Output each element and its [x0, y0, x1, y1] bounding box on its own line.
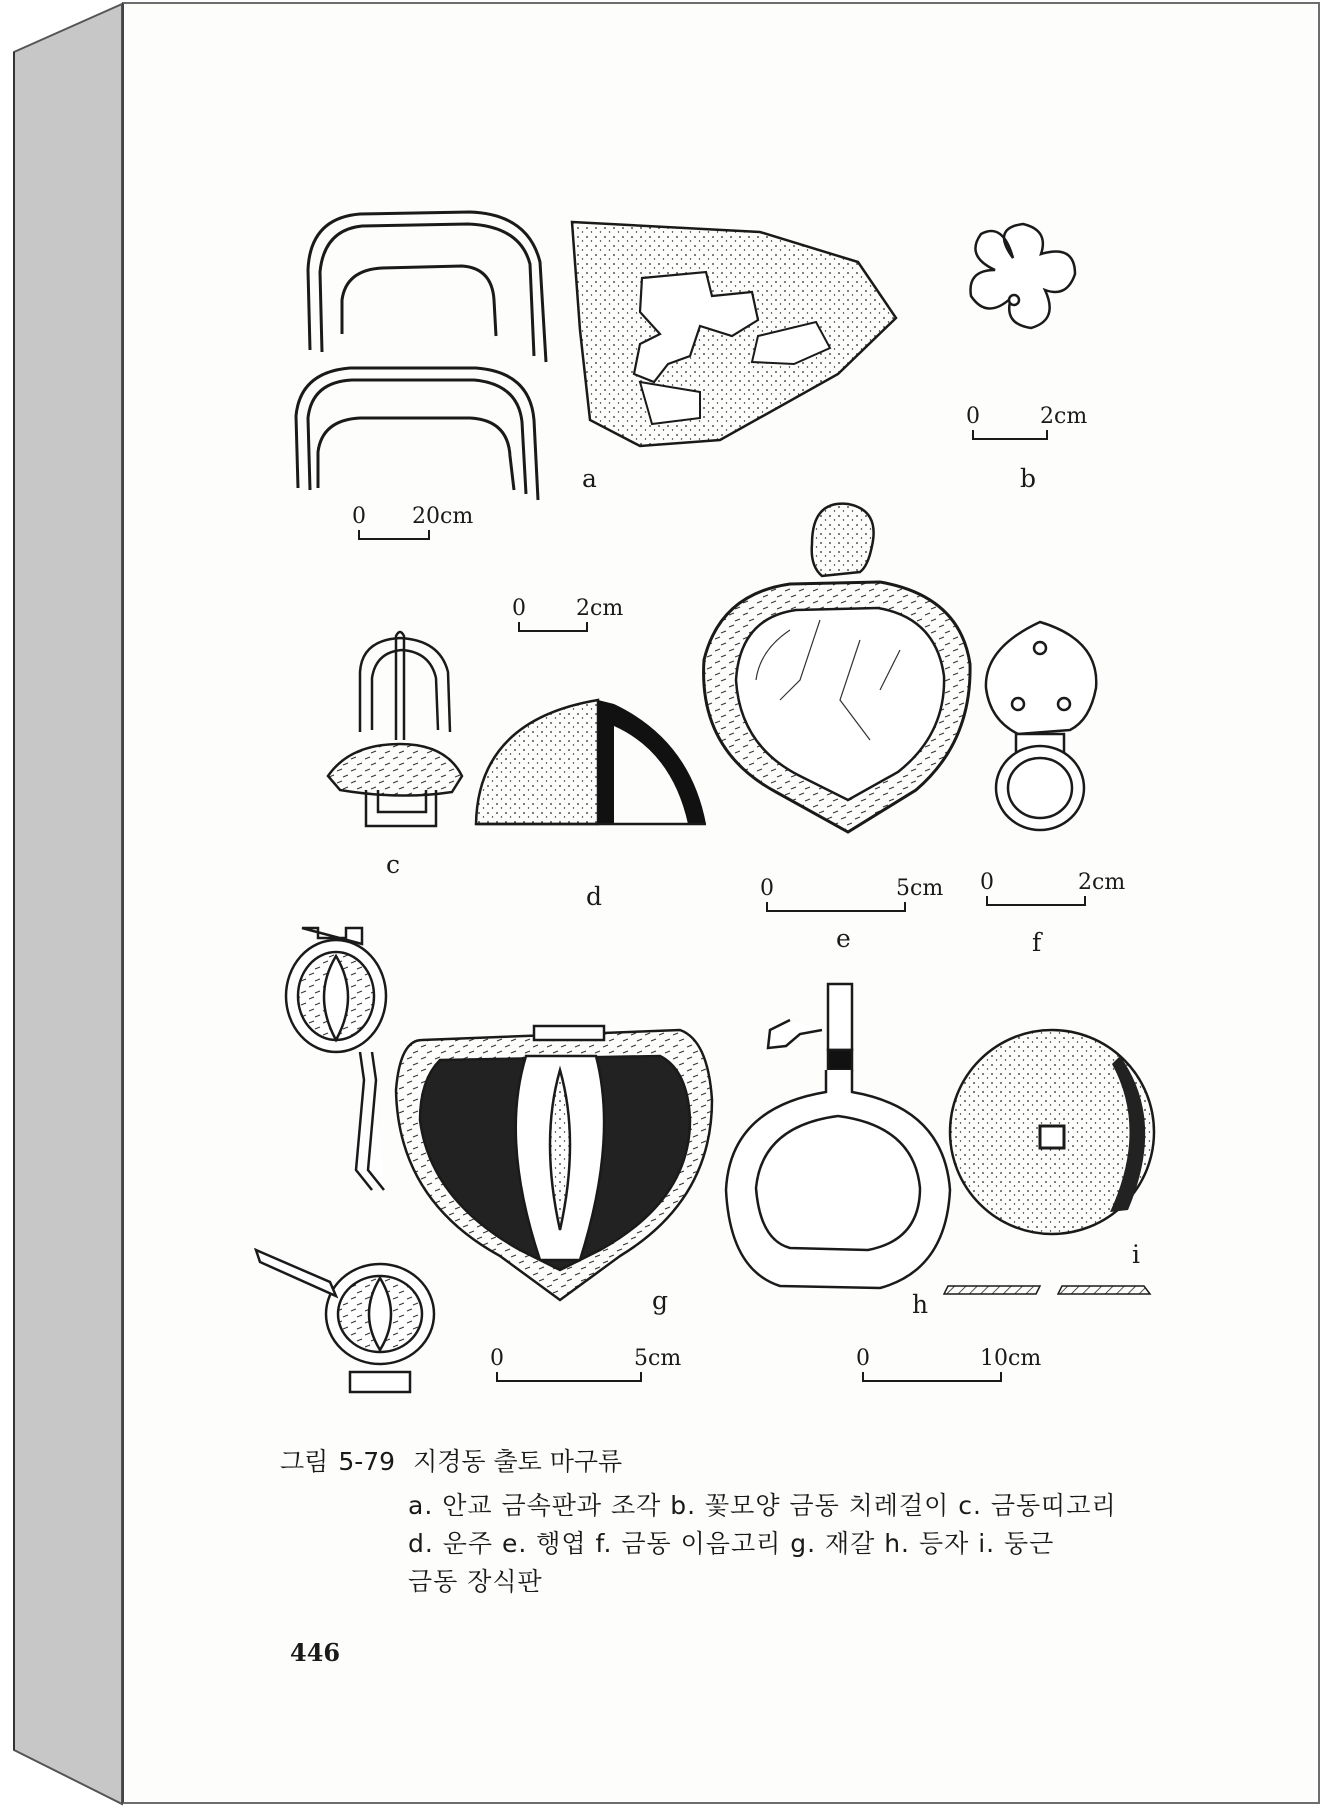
scale-d-value: 2cm: [576, 596, 624, 621]
scale-b-value: 2cm: [1040, 404, 1088, 429]
scale-e-zero: 0: [760, 876, 774, 901]
scale-h-value: 10cm: [980, 1346, 1042, 1371]
scale-bar-d: [512, 596, 652, 636]
scale-bar-g: [490, 1346, 690, 1386]
saddle-plate-drawing: [296, 212, 546, 500]
pendant-drawing: [704, 504, 970, 832]
scale-bar-h: [856, 1346, 1056, 1386]
caption-line-1: a. 안교 금속판과 조각 b. 꽃모양 금동 치레걸이 c. 금동띠고리: [408, 1491, 1117, 1520]
label-g: g: [652, 1286, 669, 1315]
label-d: d: [586, 882, 603, 911]
dome-ornament-drawing: [476, 700, 706, 824]
saddle-fragment-drawing: [572, 222, 896, 446]
buckle-drawing: [328, 632, 462, 826]
round-plate-drawing: [944, 1030, 1154, 1294]
label-h: h: [912, 1290, 929, 1319]
scale-bar-e: [760, 876, 950, 916]
scale-g-value: 5cm: [634, 1346, 682, 1371]
caption-number: 5-79: [338, 1447, 396, 1476]
scale-f-value: 2cm: [1078, 870, 1126, 895]
scale-h-zero: 0: [856, 1346, 870, 1371]
caption-title-text: 지경동 출토 마구류: [413, 1447, 623, 1476]
scale-a-zero: 0: [352, 504, 366, 529]
caption-line-3: 금동 장식판: [408, 1567, 543, 1596]
label-e: e: [836, 924, 851, 953]
scale-d-zero: 0: [512, 596, 526, 621]
label-a: a: [582, 464, 597, 493]
scale-a-value: 20cm: [412, 504, 474, 529]
caption-title: [280, 1442, 622, 1478]
scale-bar-f: [980, 870, 1130, 910]
scale-b-zero: 0: [966, 404, 980, 429]
scale-bar-a: [352, 504, 502, 544]
label-f: f: [1032, 928, 1042, 957]
label-c: c: [386, 850, 401, 879]
caption-prefix: 그림: [280, 1447, 329, 1476]
flower-ornament-drawing: [971, 224, 1076, 328]
scale-bar-b: [966, 404, 1106, 444]
page-number: 446: [290, 1638, 341, 1667]
scale-g-zero: 0: [490, 1346, 504, 1371]
scale-f-zero: 0: [980, 870, 994, 895]
label-b: b: [1020, 464, 1037, 493]
stirrup-drawing: [726, 984, 950, 1288]
connecting-ring-drawing: [986, 622, 1096, 830]
bridle-bit-drawing: [256, 928, 712, 1392]
caption-line-2: d. 운주 e. 행엽 f. 금동 이음고리 g. 재갈 h. 등자 i. 둥근: [408, 1529, 1055, 1558]
label-i: i: [1132, 1240, 1140, 1269]
scale-e-value: 5cm: [896, 876, 944, 901]
